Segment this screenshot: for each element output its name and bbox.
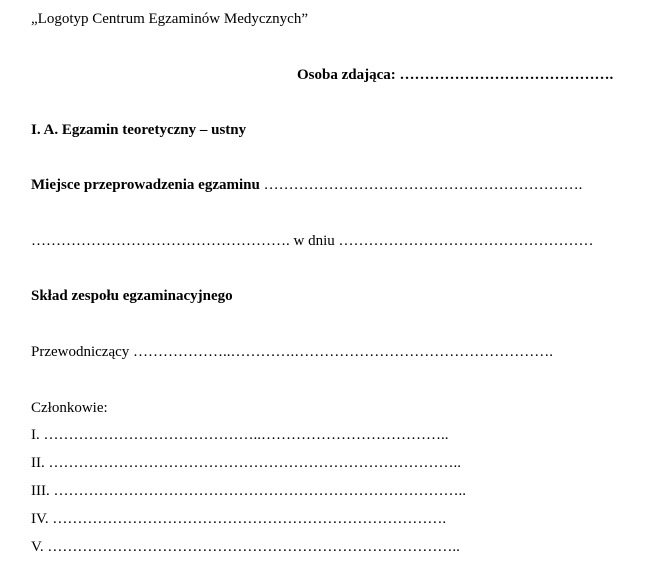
member-line xyxy=(31,482,466,500)
chair-fill-field: ………………..………….……………………………………………. xyxy=(129,344,554,360)
candidate-fill-field: ……………………………………. xyxy=(395,67,614,83)
member-fill-field: ……………………………………………………………………….. xyxy=(44,455,461,471)
member-number: II. xyxy=(31,455,45,471)
date-location-fill-field: ……………………………………………. xyxy=(31,233,294,249)
member-number: V. xyxy=(31,539,44,555)
chair-label: Przewodniczący xyxy=(31,344,130,360)
member-line xyxy=(31,538,460,556)
member-line xyxy=(31,454,461,472)
chair-line xyxy=(31,343,553,361)
candidate-line xyxy=(297,66,613,84)
member-fill-field: ……………………………………………………………………….. xyxy=(49,483,466,499)
member-number: IV. xyxy=(31,511,49,527)
member-number: I. xyxy=(31,427,40,443)
member-fill-field: ……………………………………..……………………………….. xyxy=(39,427,449,443)
committee-title: Skład zespołu egzaminacyjnego xyxy=(31,288,233,304)
place-fill-field: ………………………………………………………. xyxy=(259,177,583,193)
place-line xyxy=(31,176,582,194)
date-fill-field: …………………………………………… xyxy=(334,233,594,249)
date-line xyxy=(31,232,594,250)
member-fill-field: ……………………………………………………………………….. xyxy=(43,539,460,555)
logo-placeholder: „Logotyp Centrum Egzaminów Medycznych” xyxy=(31,11,309,27)
member-line xyxy=(31,510,446,528)
date-label: w dniu xyxy=(293,233,335,249)
exam-title: I. A. Egzamin teoretyczny – ustny xyxy=(31,122,247,138)
member-line xyxy=(31,426,449,444)
place-label: Miejsce przeprowadzenia egzaminu xyxy=(31,177,260,193)
candidate-label: Osoba zdająca: xyxy=(297,67,396,83)
members-label: Członkowie: xyxy=(31,400,108,416)
member-number: III. xyxy=(31,483,50,499)
member-fill-field: ……………………………………………………………………. xyxy=(48,511,447,527)
